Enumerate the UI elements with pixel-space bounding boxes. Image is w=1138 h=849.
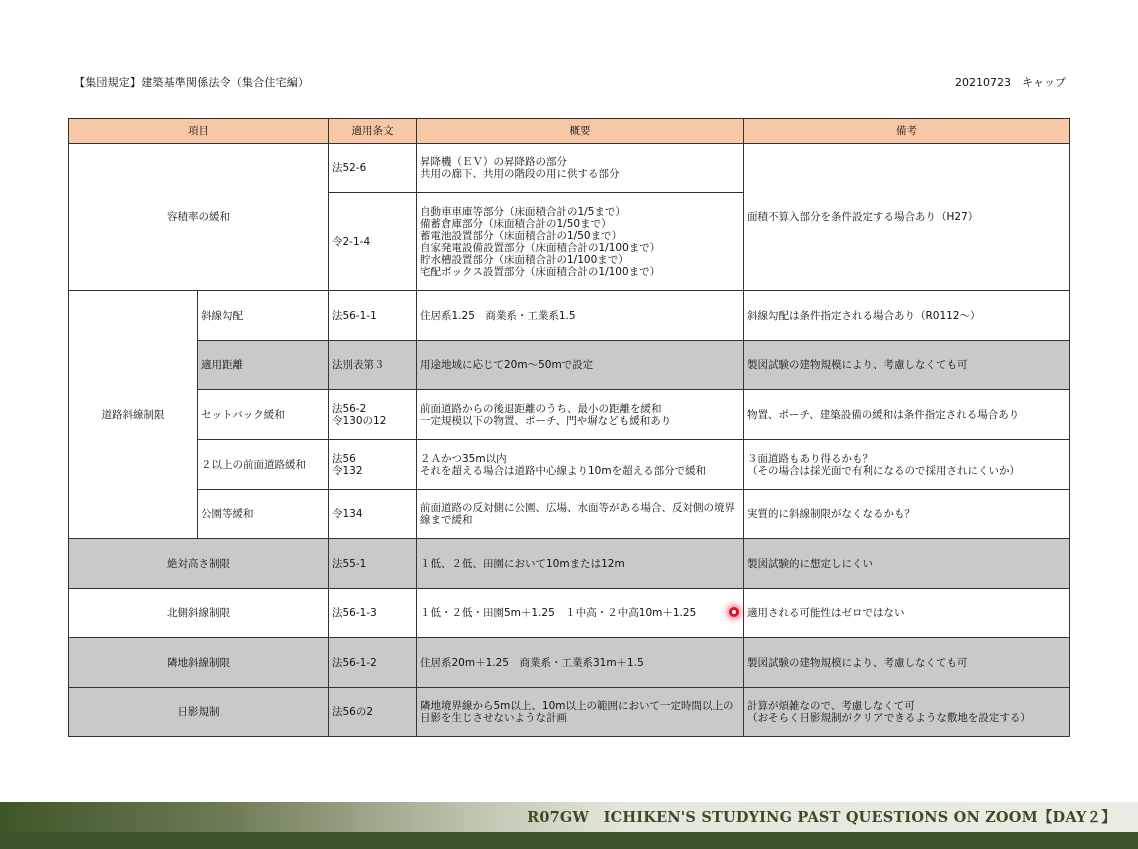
subcategory-cell: 斜線勾配 (198, 291, 329, 341)
remark-cell: 斜線勾配は条件指定される場合あり（R0112～） (744, 291, 1070, 341)
remark-cell: 適用される可能性はゼロではない (744, 589, 1070, 638)
document-title: 【集団規定】建築基準関係法令（集合住宅編） (74, 76, 310, 89)
subcategory-cell: ２以上の前面道路緩和 (198, 440, 329, 490)
summary-cell: １低・２低・田園5m＋1.25 １中高・２中高10m＋1.25 (417, 589, 744, 638)
summary-cell: 前面道路からの後退距離のうち、最小の距離を緩和 一定規模以下の物置、ポーチ、門や塀なども緩和あり (417, 390, 744, 440)
pointer-highlight-icon (729, 607, 739, 617)
remark-cell: 面積不算入部分を条件設定する場合あり（H27） (744, 144, 1070, 291)
summary-cell: 用途地域に応じて20m～50mで設定 (417, 341, 744, 390)
table-row (69, 688, 1070, 737)
article-cell: 法55-1 (329, 539, 417, 589)
document-date: 20210723 キャップ (955, 76, 1066, 89)
article-cell: 法56の2 (329, 688, 417, 737)
remark-cell: 製図試験的に想定しにくい (744, 539, 1070, 589)
table-row (69, 490, 1070, 539)
remark-cell: 製図試験の建物規模により、考慮しなくても可 (744, 341, 1070, 390)
article-cell: 法56-1-1 (329, 291, 417, 341)
table-row (69, 291, 1070, 341)
article-cell: 法52-6 (329, 144, 417, 193)
header-remarks: 備考 (744, 119, 1070, 144)
article-cell: 法別表第３ (329, 341, 417, 390)
table-row (69, 539, 1070, 589)
category-cell: 北側斜線制限 (69, 589, 329, 638)
subcategory-cell: セットバック緩和 (198, 390, 329, 440)
footer-strip (0, 832, 1138, 849)
article-cell: 令2-1-4 (329, 193, 417, 291)
summary-cell: 昇降機（ＥＶ）の昇降路の部分 共用の廊下、共用の階段の用に供する部分 (417, 144, 744, 193)
subcategory-cell: 適用距離 (198, 341, 329, 390)
remark-cell: ３面道路もあり得るかも？ （その場合は採光面で有利になるので採用されにくいか） (744, 440, 1070, 490)
table-row (69, 638, 1070, 688)
summary-cell: １低、２低、田園において10mまたは12m (417, 539, 744, 589)
category-cell: 容積率の緩和 (69, 144, 329, 291)
remark-cell: 計算が煩雑なので、考慮しなくて可 （おそらく日影規制がクリアできるような敷地を設定する） (744, 688, 1070, 737)
remark-cell: 実質的に斜線制限がなくなるかも？ (744, 490, 1070, 539)
summary-cell: 自動車車庫等部分（床面積合計の1/5まで） 備蓄倉庫部分（床面積合計の1/50まで） 蓄電池設置部分（床面積合計の1/50まで） 自家発電設備設置部分（床面積合計の1/100まで） 貯水槽設置部分（床面積合計の1/100まで） 宅配ボックス設置部分（床面積合計の1/100まで） (417, 193, 744, 291)
footer-title: R07GW ICHIKEN'S STUDYING PAST QUESTIONS ON ZOOM【DAY２】 (527, 809, 1116, 826)
category-cell: 絶対高さ制限 (69, 539, 329, 589)
table-row (69, 144, 1070, 193)
header-item: 項目 (69, 119, 329, 144)
remark-cell: 物置、ポーチ、建築設備の緩和は条件指定される場合あり (744, 390, 1070, 440)
table-row (69, 589, 1070, 638)
remark-cell: 製図試験の建物規模により、考慮しなくても可 (744, 638, 1070, 688)
article-cell: 法56-1-2 (329, 638, 417, 688)
table-header-row (69, 119, 1070, 144)
article-cell: 法56-1-3 (329, 589, 417, 638)
table-row (69, 440, 1070, 490)
summary-cell: 前面道路の反対側に公園、広場、水面等がある場合、反対側の境界線まで緩和 (417, 490, 744, 539)
table-row (69, 390, 1070, 440)
article-cell: 法56-2 令130の12 (329, 390, 417, 440)
header-article: 適用条文 (329, 119, 417, 144)
subcategory-cell: 公園等緩和 (198, 490, 329, 539)
category-cell: 道路斜線制限 (69, 291, 198, 539)
summary-cell: 住居系20m＋1.25 商業系・工業系31m＋1.5 (417, 638, 744, 688)
header-summary: 概要 (417, 119, 744, 144)
summary-cell: 住居系1.25 商業系・工業系1.5 (417, 291, 744, 341)
summary-cell: ２Ａかつ35m以内 それを超える場合は道路中心線より10mを超える部分で緩和 (417, 440, 744, 490)
article-cell: 令134 (329, 490, 417, 539)
summary-cell: 隣地境界線から5m以上、10m以上の範囲において一定時間以上の日影を生じさせないような計画 (417, 688, 744, 737)
category-cell: 日影規制 (69, 688, 329, 737)
article-cell: 法56 令132 (329, 440, 417, 490)
regulations-table (68, 118, 1070, 737)
table-row (69, 341, 1070, 390)
category-cell: 隣地斜線制限 (69, 638, 329, 688)
